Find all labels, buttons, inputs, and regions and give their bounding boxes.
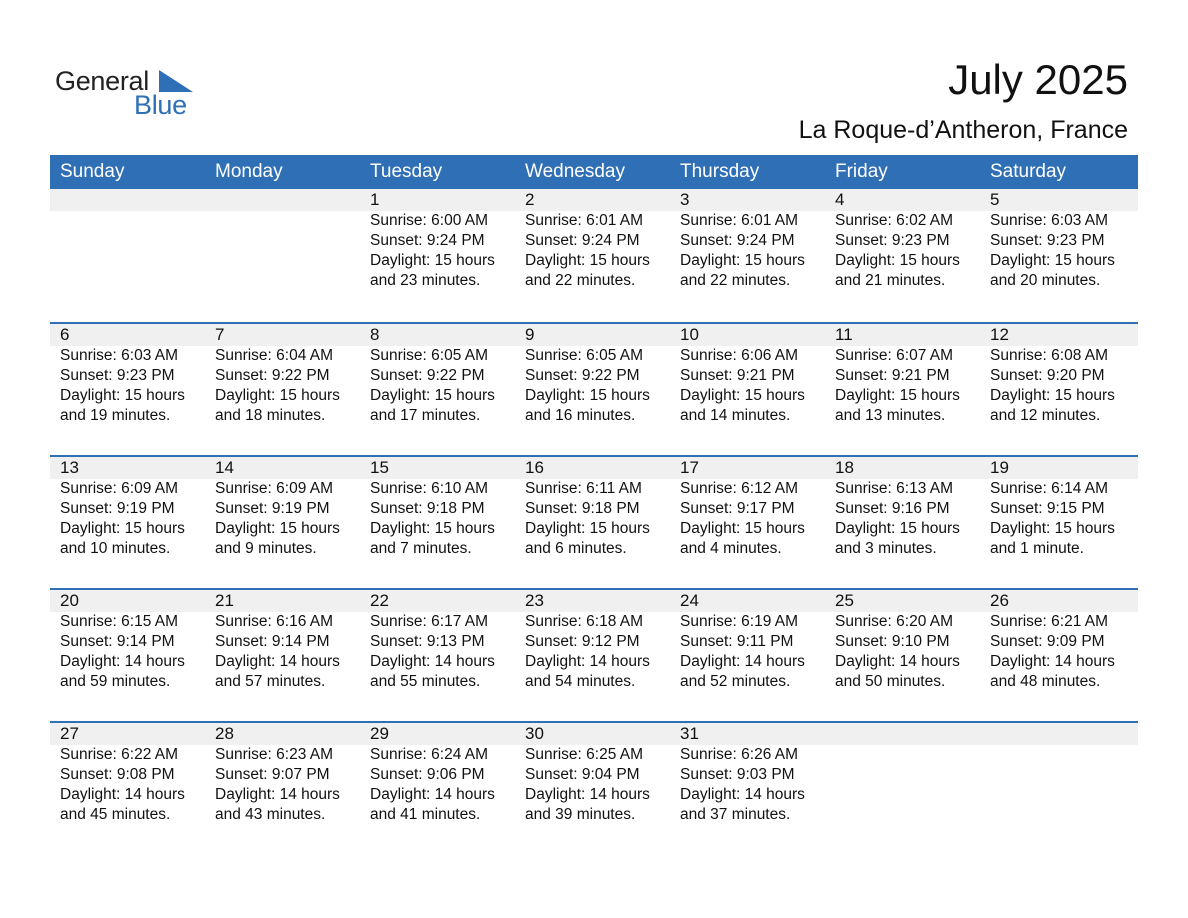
day-number: 2 [525, 190, 535, 209]
daylight-text: Daylight: 14 hours [370, 653, 495, 670]
day-cell [50, 324, 205, 455]
daylight-text: Daylight: 15 hours [990, 252, 1115, 269]
daylight-minutes-text: and 23 minutes. [370, 272, 481, 289]
day-number: 28 [215, 724, 234, 743]
day-cell [205, 457, 360, 588]
daylight-text: Daylight: 14 hours [680, 653, 805, 670]
day-cell [825, 189, 980, 320]
day-cell [980, 590, 1138, 721]
daylight-text: Daylight: 15 hours [680, 387, 805, 404]
weekday-sunday: Sunday [60, 161, 125, 182]
sunrise-text: Sunrise: 6:03 AM [60, 347, 179, 364]
day-number: 16 [525, 458, 544, 477]
day-number: 20 [60, 591, 79, 610]
sunset-text: Sunset: 9:12 PM [525, 633, 640, 650]
sunset-text: Sunset: 9:23 PM [60, 367, 175, 384]
day-cell [825, 457, 980, 588]
sunrise-text: Sunrise: 6:17 AM [370, 613, 489, 630]
day-cell [515, 590, 670, 721]
day-number: 4 [835, 190, 845, 209]
empty-day-cell [50, 189, 205, 320]
empty-day-cell [825, 723, 980, 854]
daylight-minutes-text: and 6 minutes. [525, 540, 627, 557]
day-cell [825, 590, 980, 721]
day-cell [515, 324, 670, 455]
day-number: 15 [370, 458, 389, 477]
day-number: 23 [525, 591, 544, 610]
sunrise-text: Sunrise: 6:16 AM [215, 613, 334, 630]
sunrise-text: Sunrise: 6:15 AM [60, 613, 179, 630]
weekday-saturday: Saturday [990, 161, 1067, 182]
day-cell [205, 590, 360, 721]
day-number: 13 [60, 458, 79, 477]
sunrise-text: Sunrise: 6:04 AM [215, 347, 334, 364]
daylight-text: Daylight: 14 hours [680, 786, 805, 803]
daylight-text: Daylight: 15 hours [680, 252, 805, 269]
day-cell [670, 590, 825, 721]
day-number: 14 [215, 458, 234, 477]
sunset-text: Sunset: 9:11 PM [680, 633, 794, 650]
daylight-minutes-text: and 20 minutes. [990, 272, 1101, 289]
day-cell [515, 457, 670, 588]
sunset-text: Sunset: 9:09 PM [990, 633, 1105, 650]
daylight-minutes-text: and 50 minutes. [835, 673, 946, 690]
weekday-thursday: Thursday [680, 161, 760, 182]
daylight-minutes-text: and 21 minutes. [835, 272, 946, 289]
day-cell [670, 324, 825, 455]
sunrise-text: Sunrise: 6:06 AM [680, 347, 799, 364]
day-number: 29 [370, 724, 389, 743]
sunset-text: Sunset: 9:22 PM [215, 367, 330, 384]
week-row [50, 189, 1138, 322]
day-cell [980, 189, 1138, 320]
daylight-text: Daylight: 15 hours [990, 520, 1115, 537]
day-cell [360, 324, 515, 455]
sunset-text: Sunset: 9:15 PM [990, 500, 1105, 517]
logo-triangle-icon [159, 70, 193, 92]
day-number: 30 [525, 724, 544, 743]
day-cell [50, 457, 205, 588]
day-number: 12 [990, 325, 1009, 344]
sunset-text: Sunset: 9:21 PM [835, 367, 950, 384]
day-number: 1 [370, 190, 380, 209]
day-number: 18 [835, 458, 854, 477]
day-number: 21 [215, 591, 234, 610]
daylight-text: Daylight: 15 hours [835, 252, 960, 269]
daylight-minutes-text: and 19 minutes. [60, 407, 171, 424]
sunset-text: Sunset: 9:18 PM [370, 500, 485, 517]
logo-blue-text: Blue [134, 90, 187, 120]
day-number: 22 [370, 591, 389, 610]
empty-day-cell [980, 723, 1138, 854]
weekday-monday: Monday [215, 161, 283, 182]
daylight-text: Daylight: 15 hours [370, 252, 495, 269]
day-number: 7 [215, 325, 225, 344]
daylight-text: Daylight: 14 hours [215, 786, 340, 803]
day-cell [360, 457, 515, 588]
day-number: 25 [835, 591, 854, 610]
sunrise-text: Sunrise: 6:02 AM [835, 212, 954, 229]
sunrise-text: Sunrise: 6:03 AM [990, 212, 1109, 229]
day-number: 19 [990, 458, 1009, 477]
daylight-text: Daylight: 15 hours [215, 520, 340, 537]
sunset-text: Sunset: 9:24 PM [680, 232, 795, 249]
daylight-text: Daylight: 15 hours [370, 520, 495, 537]
daylight-minutes-text: and 54 minutes. [525, 673, 636, 690]
daylight-text: Daylight: 15 hours [835, 520, 960, 537]
daylight-text: Daylight: 15 hours [370, 387, 495, 404]
sunrise-text: Sunrise: 6:05 AM [525, 347, 644, 364]
daylight-text: Daylight: 15 hours [525, 252, 650, 269]
day-number: 26 [990, 591, 1009, 610]
daylight-minutes-text: and 22 minutes. [525, 272, 636, 289]
week-row [50, 455, 1138, 588]
sunset-text: Sunset: 9:19 PM [60, 500, 175, 517]
daylight-minutes-text: and 13 minutes. [835, 407, 946, 424]
day-cell [50, 590, 205, 721]
day-cell [50, 723, 205, 854]
sunrise-text: Sunrise: 6:23 AM [215, 746, 334, 763]
daylight-minutes-text: and 1 minute. [990, 540, 1084, 557]
daylight-text: Daylight: 15 hours [990, 387, 1115, 404]
week-row [50, 588, 1138, 721]
calendar-weeks [50, 189, 1138, 854]
daylight-text: Daylight: 15 hours [525, 520, 650, 537]
day-cell [670, 457, 825, 588]
sunset-text: Sunset: 9:03 PM [680, 766, 795, 783]
sunset-text: Sunset: 9:04 PM [525, 766, 640, 783]
sunrise-text: Sunrise: 6:26 AM [680, 746, 799, 763]
weekday-tuesday: Tuesday [370, 161, 443, 182]
day-cell [515, 189, 670, 320]
daylight-text: Daylight: 15 hours [215, 387, 340, 404]
sunrise-text: Sunrise: 6:09 AM [215, 480, 334, 497]
sunrise-text: Sunrise: 6:13 AM [835, 480, 954, 497]
daylight-minutes-text: and 17 minutes. [370, 407, 481, 424]
sunset-text: Sunset: 9:08 PM [60, 766, 175, 783]
daylight-text: Daylight: 15 hours [525, 387, 650, 404]
sunrise-text: Sunrise: 6:25 AM [525, 746, 644, 763]
sunset-text: Sunset: 9:06 PM [370, 766, 485, 783]
sunset-text: Sunset: 9:13 PM [370, 633, 485, 650]
daylight-text: Daylight: 14 hours [525, 786, 650, 803]
sunset-text: Sunset: 9:18 PM [525, 500, 640, 517]
sunset-text: Sunset: 9:19 PM [215, 500, 330, 517]
sunrise-text: Sunrise: 6:19 AM [680, 613, 799, 630]
day-number: 3 [680, 190, 690, 209]
day-number: 11 [835, 325, 853, 344]
day-number: 9 [525, 325, 535, 344]
sunset-text: Sunset: 9:14 PM [60, 633, 175, 650]
sunset-text: Sunset: 9:23 PM [990, 232, 1105, 249]
sunrise-text: Sunrise: 6:12 AM [680, 480, 799, 497]
day-number: 31 [680, 724, 699, 743]
daylight-text: Daylight: 14 hours [370, 786, 495, 803]
weekday-friday: Friday [835, 161, 888, 182]
day-cell [980, 324, 1138, 455]
weekday-wednesday: Wednesday [525, 161, 625, 182]
daylight-minutes-text: and 57 minutes. [215, 673, 326, 690]
sunset-text: Sunset: 9:20 PM [990, 367, 1105, 384]
sunrise-text: Sunrise: 6:05 AM [370, 347, 489, 364]
sunset-text: Sunset: 9:22 PM [525, 367, 640, 384]
sunset-text: Sunset: 9:24 PM [370, 232, 485, 249]
sunset-text: Sunset: 9:22 PM [370, 367, 485, 384]
day-number: 10 [680, 325, 699, 344]
daylight-minutes-text: and 12 minutes. [990, 407, 1101, 424]
daylight-text: Daylight: 15 hours [60, 520, 185, 537]
page-title: July 2025 [948, 56, 1128, 103]
day-number: 6 [60, 325, 70, 344]
daylight-text: Daylight: 15 hours [60, 387, 185, 404]
daylight-minutes-text: and 59 minutes. [60, 673, 171, 690]
sunset-text: Sunset: 9:21 PM [680, 367, 795, 384]
sunrise-text: Sunrise: 6:08 AM [990, 347, 1109, 364]
day-cell [670, 723, 825, 854]
day-cell [980, 457, 1138, 588]
daylight-text: Daylight: 15 hours [835, 387, 960, 404]
sunset-text: Sunset: 9:07 PM [215, 766, 330, 783]
sunrise-text: Sunrise: 6:21 AM [990, 613, 1109, 630]
daylight-minutes-text: and 14 minutes. [680, 407, 791, 424]
day-number: 8 [370, 325, 380, 344]
daylight-minutes-text: and 37 minutes. [680, 806, 791, 823]
daylight-minutes-text: and 7 minutes. [370, 540, 472, 557]
daylight-minutes-text: and 22 minutes. [680, 272, 791, 289]
sunset-text: Sunset: 9:16 PM [835, 500, 950, 517]
sunrise-text: Sunrise: 6:10 AM [370, 480, 489, 497]
daylight-minutes-text: and 3 minutes. [835, 540, 937, 557]
daylight-minutes-text: and 39 minutes. [525, 806, 636, 823]
daylight-text: Daylight: 14 hours [990, 653, 1115, 670]
day-cell [360, 189, 515, 320]
daylight-minutes-text: and 10 minutes. [60, 540, 171, 557]
sunrise-text: Sunrise: 6:18 AM [525, 613, 644, 630]
day-cell [205, 723, 360, 854]
day-cell [205, 324, 360, 455]
week-row [50, 721, 1138, 854]
sunrise-text: Sunrise: 6:01 AM [680, 212, 799, 229]
daylight-minutes-text: and 55 minutes. [370, 673, 481, 690]
sunset-text: Sunset: 9:23 PM [835, 232, 950, 249]
sunrise-text: Sunrise: 6:07 AM [835, 347, 954, 364]
sunrise-text: Sunrise: 6:22 AM [60, 746, 179, 763]
sunrise-text: Sunrise: 6:14 AM [990, 480, 1109, 497]
location-subtitle: La Roque-d’Antheron, France [798, 116, 1128, 144]
daylight-text: Daylight: 14 hours [835, 653, 960, 670]
calendar [50, 155, 1138, 854]
day-cell [360, 590, 515, 721]
sunrise-text: Sunrise: 6:11 AM [525, 480, 642, 497]
daylight-minutes-text: and 16 minutes. [525, 407, 636, 424]
day-cell [360, 723, 515, 854]
day-cell [515, 723, 670, 854]
day-number: 5 [990, 190, 1000, 209]
logo-general-text: General [55, 66, 149, 96]
sunset-text: Sunset: 9:17 PM [680, 500, 795, 517]
daylight-minutes-text: and 45 minutes. [60, 806, 171, 823]
daylight-minutes-text: and 18 minutes. [215, 407, 326, 424]
daylight-minutes-text: and 9 minutes. [215, 540, 317, 557]
sunrise-text: Sunrise: 6:24 AM [370, 746, 489, 763]
week-row [50, 322, 1138, 455]
sunrise-text: Sunrise: 6:09 AM [60, 480, 179, 497]
day-cell [825, 324, 980, 455]
weekday-header [50, 155, 1138, 189]
daylight-text: Daylight: 14 hours [60, 653, 185, 670]
sunset-text: Sunset: 9:10 PM [835, 633, 950, 650]
sunrise-text: Sunrise: 6:20 AM [835, 613, 954, 630]
daylight-minutes-text: and 4 minutes. [680, 540, 782, 557]
daylight-text: Daylight: 14 hours [525, 653, 650, 670]
day-number: 24 [680, 591, 699, 610]
daylight-minutes-text: and 43 minutes. [215, 806, 326, 823]
daylight-minutes-text: and 41 minutes. [370, 806, 481, 823]
daylight-text: Daylight: 14 hours [60, 786, 185, 803]
logo [55, 66, 205, 118]
day-number: 17 [680, 458, 699, 477]
day-number: 27 [60, 724, 79, 743]
sunrise-text: Sunrise: 6:00 AM [370, 212, 489, 229]
daylight-minutes-text: and 52 minutes. [680, 673, 791, 690]
sunrise-text: Sunrise: 6:01 AM [525, 212, 644, 229]
day-cell [670, 189, 825, 320]
sunset-text: Sunset: 9:14 PM [215, 633, 330, 650]
daylight-text: Daylight: 15 hours [680, 520, 805, 537]
daylight-text: Daylight: 14 hours [215, 653, 340, 670]
empty-day-cell [205, 189, 360, 320]
sunset-text: Sunset: 9:24 PM [525, 232, 640, 249]
daylight-minutes-text: and 48 minutes. [990, 673, 1101, 690]
